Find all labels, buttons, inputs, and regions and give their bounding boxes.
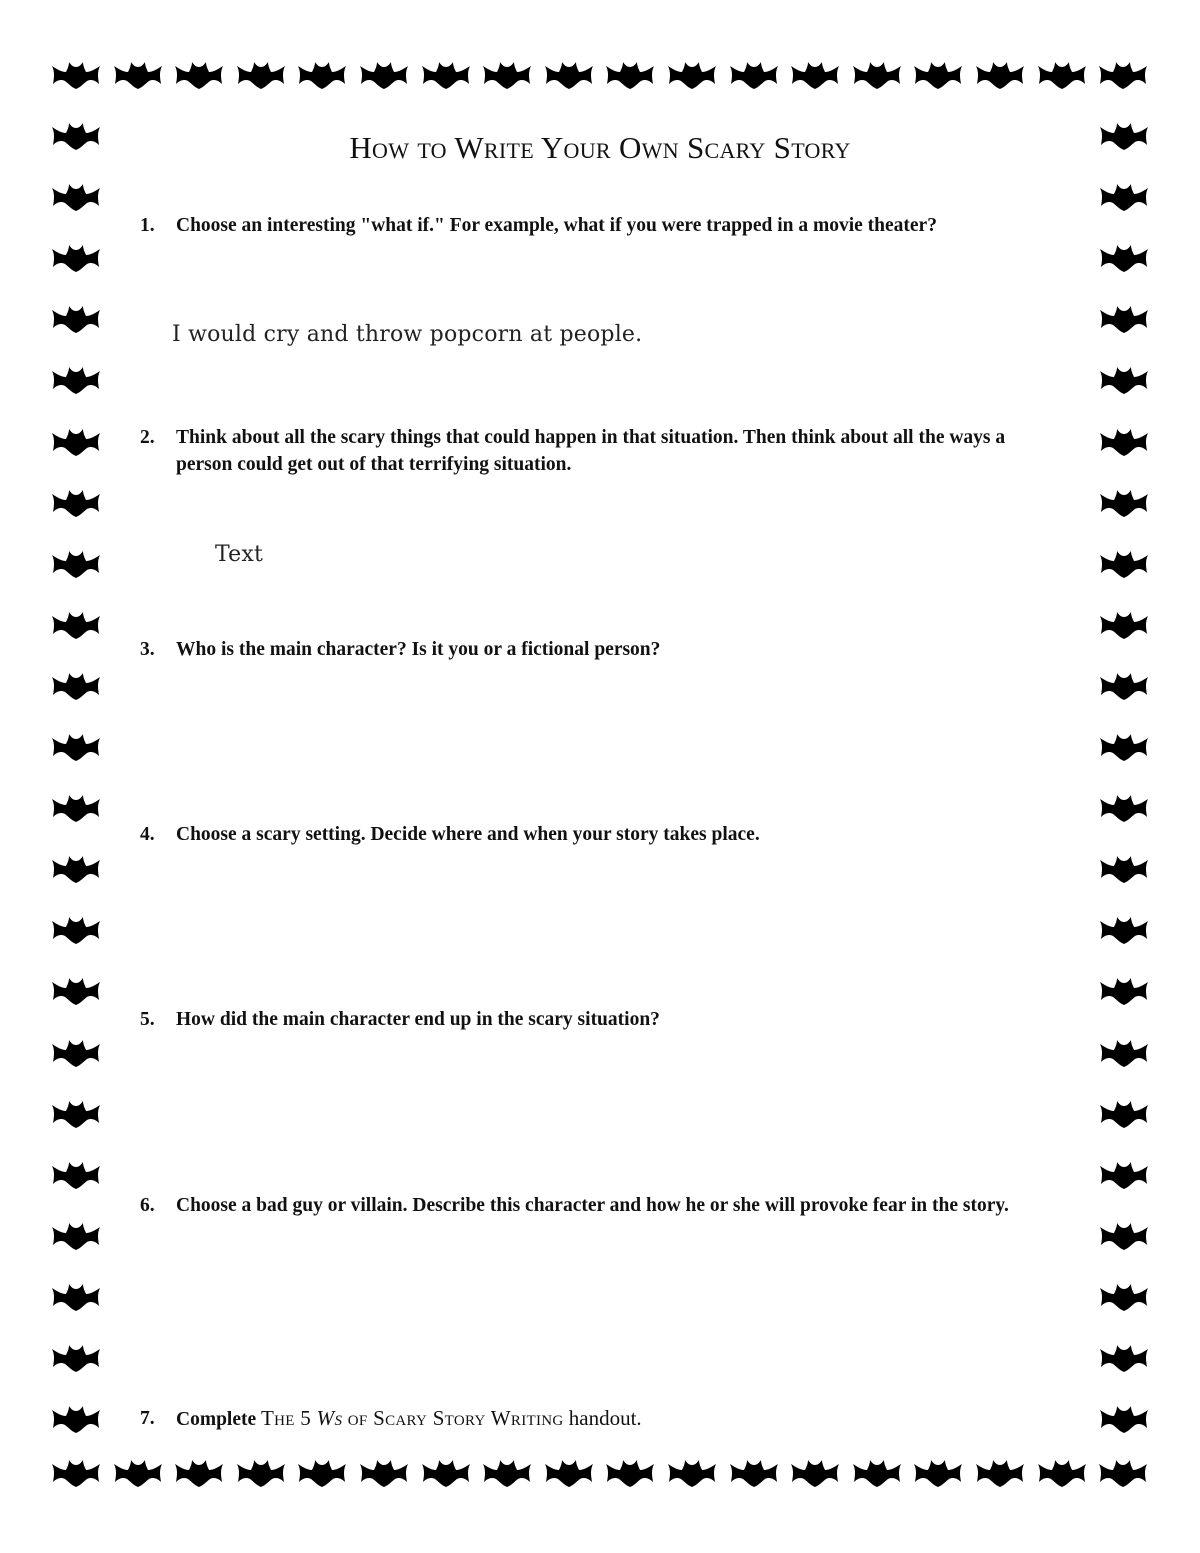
bat-icon [235,1456,287,1490]
bat-icon [420,1456,472,1490]
bat-icon [1098,1036,1150,1070]
bat-icon [1036,1456,1088,1490]
bat-icon [50,852,102,886]
bat-icon [1098,425,1150,459]
bat-icon [1098,1280,1150,1314]
bat-icon [50,791,102,825]
bat-icon [50,1280,102,1314]
bat-icon [604,1456,656,1490]
bat-icon [50,425,102,459]
bat-icon [1098,302,1150,336]
answer-1-field[interactable]: I would cry and throw popcorn at people. [172,322,643,347]
bat-icon [1098,852,1150,886]
bat-icon [1098,241,1150,275]
question-text: Who is the main character? Is it you or a fictional person? [176,639,661,660]
bat-icon [974,58,1026,92]
bat-icon [728,1456,780,1490]
bat-icon [1098,1402,1150,1436]
bat-icon [1098,1219,1150,1253]
bat-icon [481,58,533,92]
bat-icon [666,58,718,92]
bat-icon [50,547,102,581]
handout-title-part2: of Scary Story Writing [342,1406,564,1430]
bat-icon [50,241,102,275]
bat-icon [50,1219,102,1253]
bat-icon [789,1456,841,1490]
bat-icon [50,1158,102,1192]
bat-icon [50,730,102,764]
bat-icon [50,1456,102,1490]
question-number: 6. [140,1195,155,1216]
bat-icon [50,1402,102,1436]
bat-icon [50,1097,102,1131]
bat-icon [1098,669,1150,703]
bat-icon [851,58,903,92]
bat-icon [50,1341,102,1375]
bat-icon [235,58,287,92]
bat-icon [666,1456,718,1490]
bat-icon [358,58,410,92]
bat-icon [50,363,102,397]
bat-icon [50,669,102,703]
bat-icon [543,1456,595,1490]
question-text: Choose an interesting "what if." For example, what if you were trapped in a movie theater? [176,215,937,236]
question-7-prefix: Complete [176,1409,262,1430]
question-number: 7. [140,1408,155,1429]
bat-icon [1098,363,1150,397]
question-text: Think about all the scary things that could happen in that situation. Then think about all the ways a person could get out of that terrifying situation. [176,427,1006,475]
bat-icon [50,1036,102,1070]
bat-icon [1098,608,1150,642]
bat-icon [974,1456,1026,1490]
bat-icon [1098,1097,1150,1131]
bat-icon [1098,791,1150,825]
bat-icon [50,58,102,92]
question-text: How did the main character end up in the scary situation? [176,1009,660,1030]
handout-title-ws: Ws [316,1406,343,1430]
question-text [176,1405,1066,1433]
bat-icon [1097,58,1149,92]
bat-icon [50,974,102,1008]
bat-icon [50,302,102,336]
bat-icon [358,1456,410,1490]
page-title: How to Write Your Own Scary Story [349,130,851,165]
handout-title-part1: The 5 [261,1406,317,1430]
bat-icon [296,58,348,92]
bat-icon [1098,180,1150,214]
bat-icon [420,58,472,92]
question-number: 3. [140,639,155,660]
bat-icon [1097,1456,1149,1490]
question-number: 5. [140,1009,155,1030]
bat-icon [50,608,102,642]
bat-icon [789,58,841,92]
bat-icon [112,1456,164,1490]
bat-icon [50,913,102,947]
bat-icon [1098,486,1150,520]
question-number: 1. [140,215,155,236]
question-text: Choose a bad guy or villain. Describe this character and how he or she will provoke fear in the story. [176,1195,1009,1216]
bat-icon [1098,913,1150,947]
bat-icon [50,486,102,520]
bat-icon [1036,58,1088,92]
bat-icon [912,1456,964,1490]
bat-icon [50,180,102,214]
bat-icon [1098,974,1150,1008]
question-number: 4. [140,824,155,845]
question-text: Choose a scary setting. Decide where and when your story takes place. [176,824,760,845]
bat-icon [728,58,780,92]
answer-2-field[interactable]: Text [215,542,264,567]
bat-icon [173,58,225,92]
bat-icon [912,58,964,92]
bat-icon [604,58,656,92]
bat-icon [851,1456,903,1490]
bat-icon [1098,730,1150,764]
bat-icon [112,58,164,92]
bat-icon [296,1456,348,1490]
bat-icon [543,58,595,92]
question-number: 2. [140,427,155,448]
bat-icon [173,1456,225,1490]
bat-icon [1098,1341,1150,1375]
question-7-suffix: handout. [563,1406,642,1430]
bat-icon [481,1456,533,1490]
bat-icon [1098,1158,1150,1192]
bat-icon [1098,547,1150,581]
